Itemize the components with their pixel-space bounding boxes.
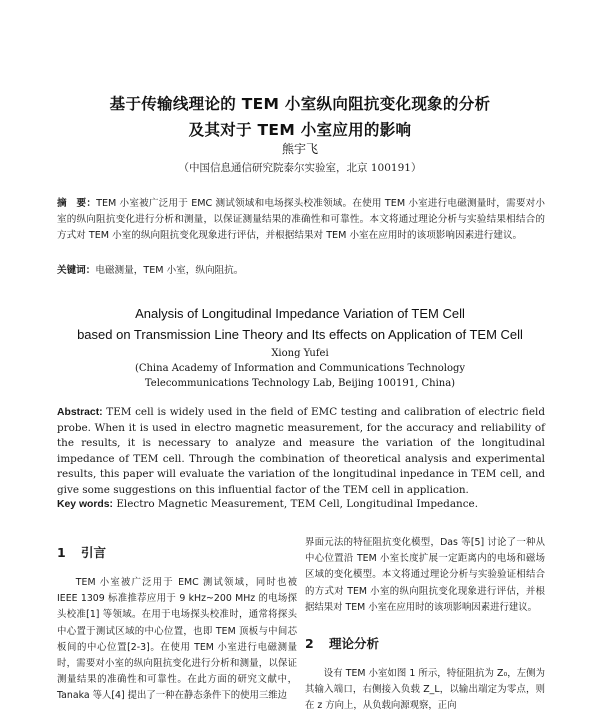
section-1-heading (57, 543, 297, 561)
english-abstract (57, 405, 545, 499)
chinese-abstract-text: TEM 小室被广泛用于 EMC 测试领域和电场探头校准领域。在使用 TEM 小室进行电磁测量时，需要对小室的纵向阻抗变化进行分析和测量，以保证测量结果的准确性和可靠性。本文将通过理论分析与实验结果相结合的方式对 TEM 小室的纵向阻抗变化现象进行评估，并根据结果对 TEM 小室在应用时的该项影响因素进行建议。 (57, 198, 546, 241)
section-2-heading (305, 634, 545, 652)
section-1-continuation: 界面元法的特征阻抗变化模型，Das 等[5] 讨论了一种从中心位置沿 TEM 小室长度扩展一定距离内的电场和磁场区域的变化模型。本文将通过理论分析与实验验证相结合的方式对 TEM 小室的纵向阻抗变化现象进行评估，并根据结果对 TEM 小室在应用时的该项影响因素进行建议。 (305, 537, 545, 613)
section-1-title: 引言 (81, 545, 107, 560)
english-abstract-text: TEM cell is widely used in the field of EMC testing and calibration of electric field probe. When it is used in electro magnetic measurement, for the accuracy and reliability of the results, it is necessary to analyze and measure the variation of the longitudinal impedance of TEM cell. Through the combination of theoretical analysis and experimental results, this paper will evaluate the variation of the longitudinal inpedance in TEM cell, and give some suggestions on this influential factor of the TEM cell in application. (57, 406, 545, 496)
english-title-line-2: based on Transmission Line Theory and Its effects on Application of TEM Cell (77, 327, 523, 342)
chinese-author: 熊宇飞 (281, 142, 318, 156)
chinese-abstract-label: 摘 要： (57, 198, 97, 209)
section-1-number: 1 (57, 545, 66, 560)
chinese-affiliation: （中国信息通信研究院泰尔实验室，北京 100191） (178, 162, 422, 174)
left-column (57, 535, 297, 705)
english-abstract-label: Abstract: (57, 407, 103, 418)
section-2-paragraph: 设有 TEM 小室如图 1 所示，特征阻抗为 Z₀，左侧为其输入端口，右侧接入负载 Z_L，以输出端定为零点，则在 z 方向上，从负载向源观察，正向 (305, 668, 545, 712)
english-title-line-1: Analysis of Longitudinal Impedance Variation of TEM Cell (135, 306, 465, 321)
chinese-keywords (57, 262, 545, 276)
section-2-title: 理论分析 (329, 636, 380, 652)
chinese-abstract (57, 196, 545, 244)
english-keywords-label: Key words: (57, 499, 114, 510)
english-affiliation-line-1: (China Academy of Information and Communications Technology (134, 363, 466, 374)
section-1-paragraph: TEM 小室被广泛用于 EMC 测试领域，同时也被 IEEE 1309 标准推荐应用于 9 kHz~200 MHz 的电场探头校准[1] 等领域。在用于电场探头校准时，通常将探头中心置于测试区域的中心位置，也即 TEM 顶板与中间芯板间的中心位置[2-3]。在使用 TEM 小室进行电磁测量时，需要对小室的纵向阻抗变化进行分析和测量，以保证测量结果的准确性和可靠性。在此方面的研究文献中，Tanaka 等人[4] 提出了一种在静态条件下的使用三维边 (57, 577, 297, 702)
english-affiliation-line-2: Telecommunications Technology Lab, Beijing 100191, China) (144, 378, 456, 389)
chinese-title-line-2: 及其对于 TEM 小室应用的影响 (188, 121, 412, 139)
chinese-keywords-label: 关键词： (57, 265, 96, 276)
right-column (305, 535, 545, 715)
chinese-keywords-text: 电磁测量，TEM 小室，纵向阻抗。 (95, 265, 244, 276)
english-keywords-text: Electro Magnetic Measurement, TEM Cell, Longitudinal Impedance. (113, 498, 478, 510)
english-keywords (57, 498, 545, 510)
section-2-number: 2 (305, 636, 314, 652)
chinese-title-line-1: 基于传输线理论的 TEM 小室纵向阻抗变化现象的分析 (109, 95, 491, 113)
english-author: Xiong Yufei (271, 348, 329, 359)
